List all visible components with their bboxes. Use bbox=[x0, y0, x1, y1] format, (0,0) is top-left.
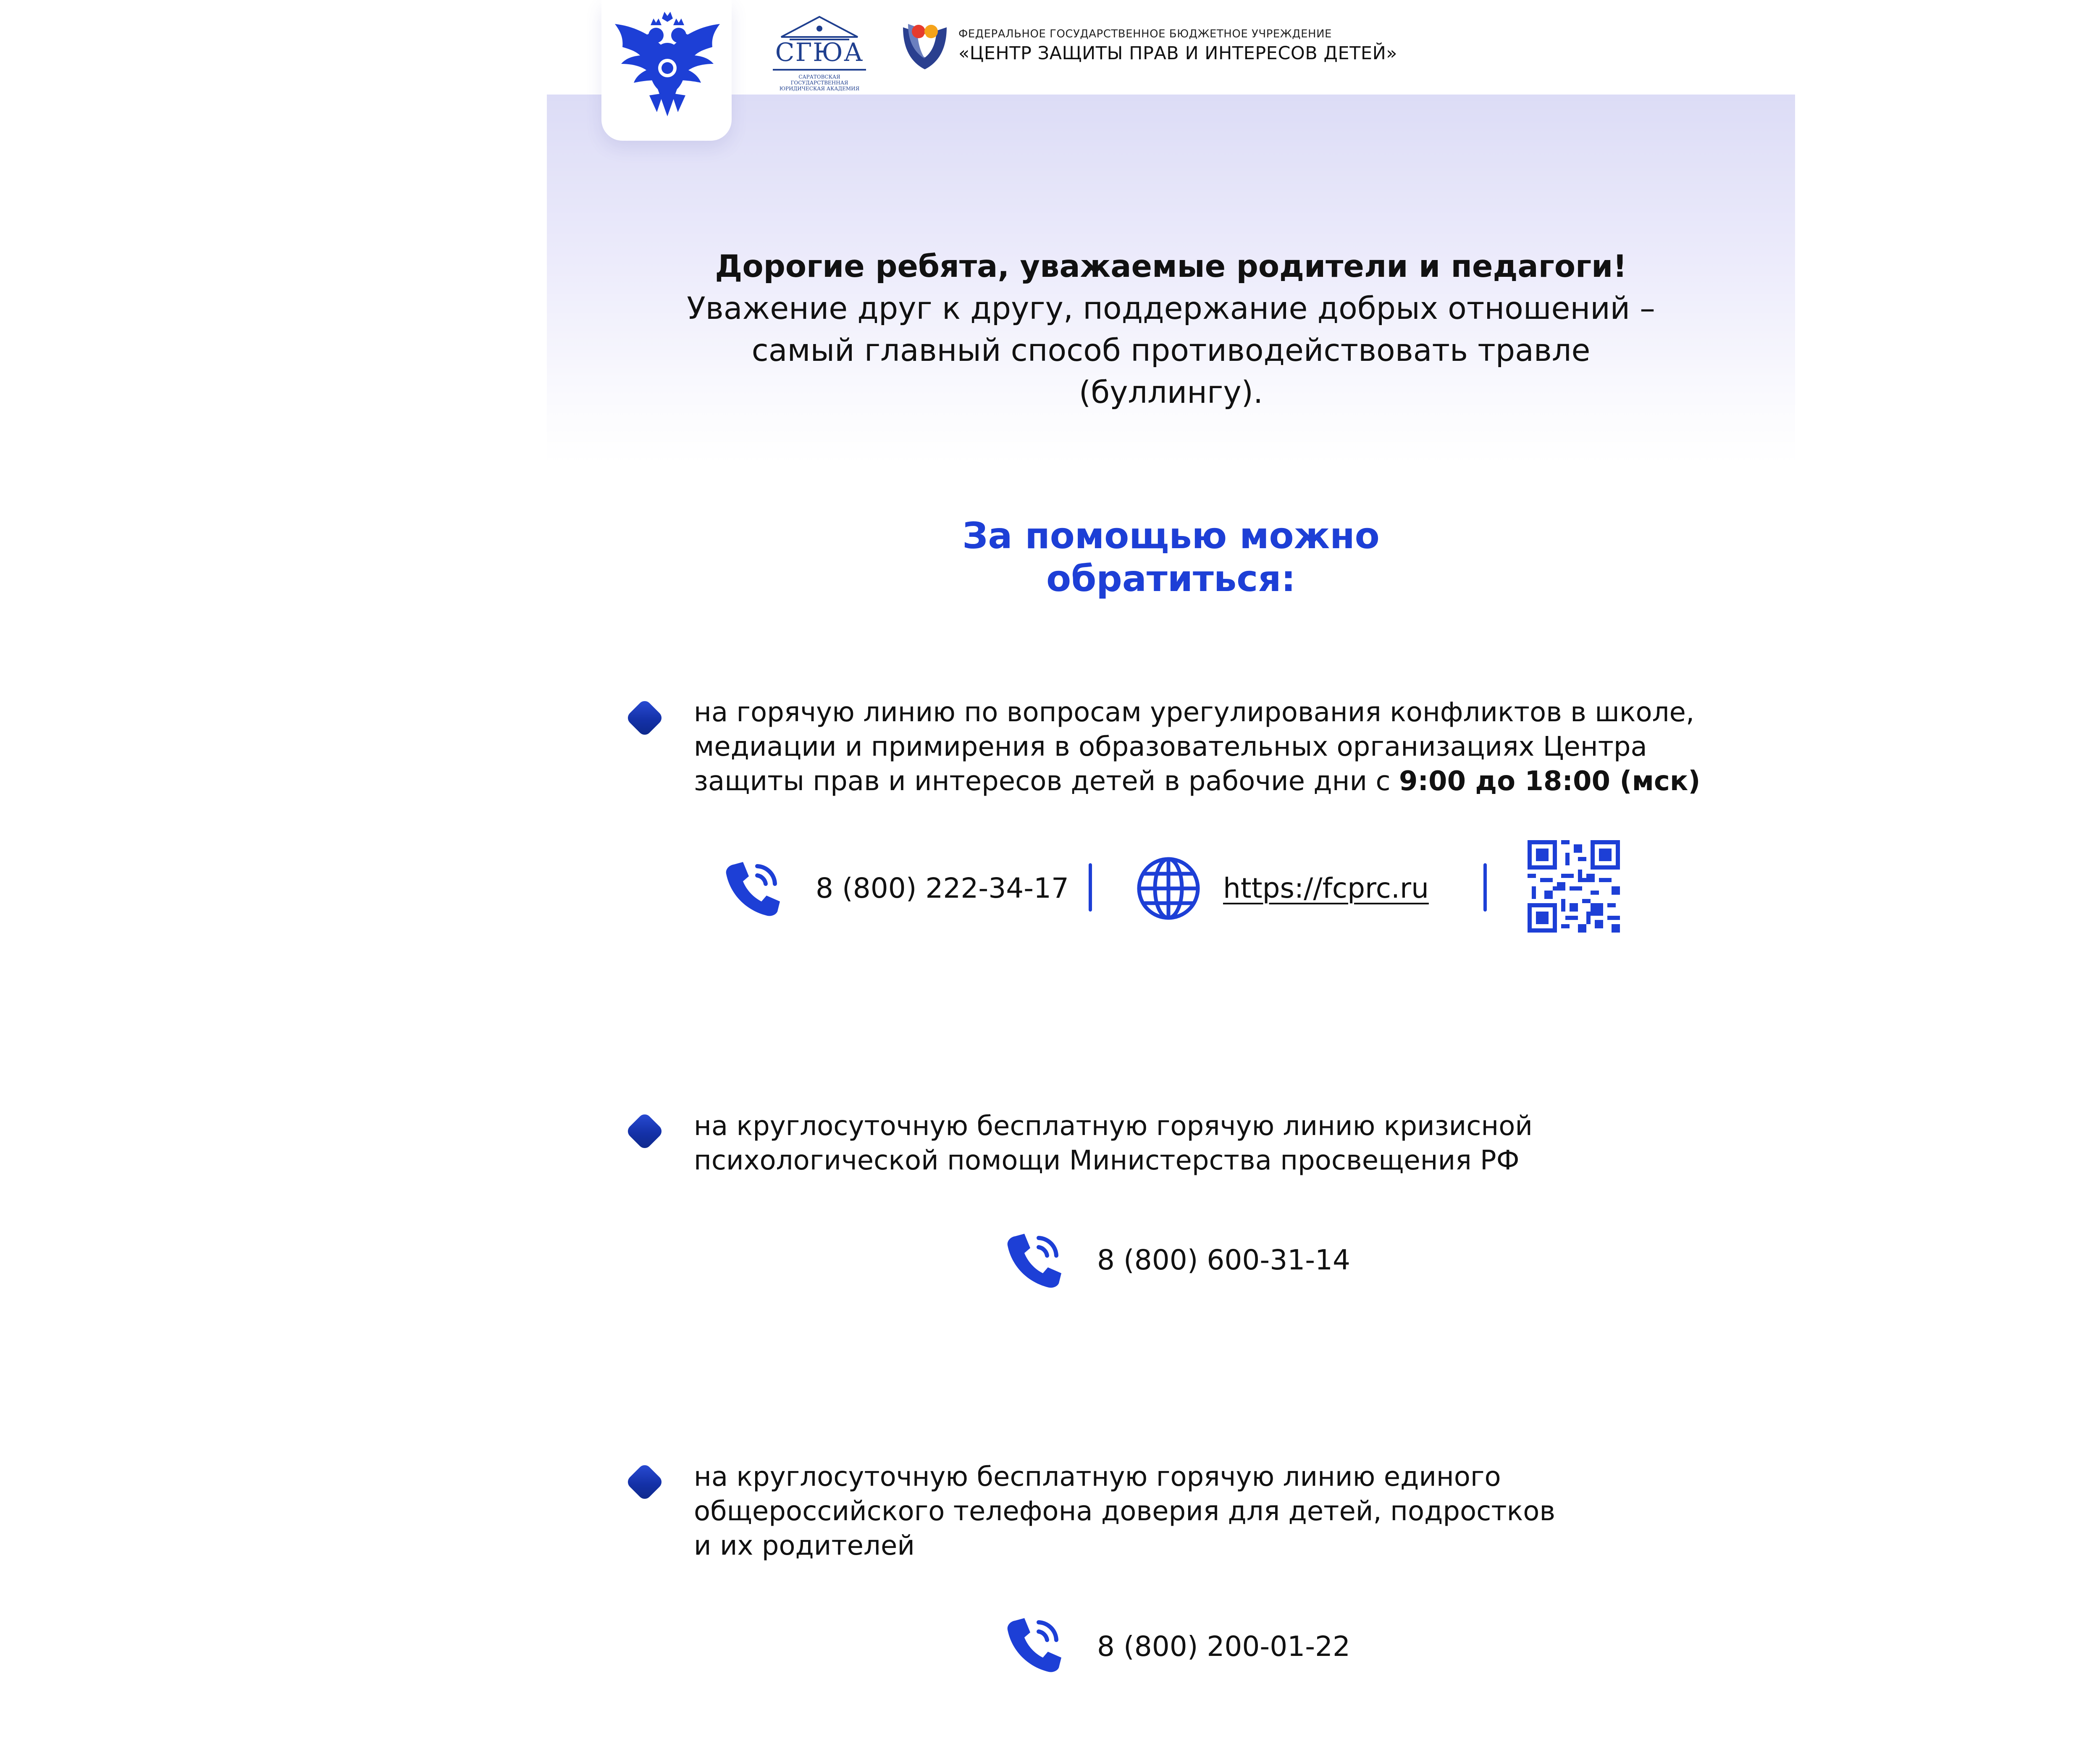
greeting-line: Уважение друг к другу, поддержание добрых отношений – bbox=[687, 291, 1655, 326]
sgua-full-name: САРАТОВСКАЯ ГОСУДАРСТВЕННАЯ ЮРИДИЧЕСКАЯ АКАДЕМИЯ bbox=[779, 74, 860, 92]
phone-number[interactable]: 8 (800) 600-31-14 bbox=[1097, 1244, 1350, 1276]
item-description bbox=[694, 695, 1701, 799]
item-line bbox=[694, 764, 1701, 799]
double-headed-eagle-icon bbox=[611, 9, 724, 123]
building-icon bbox=[773, 12, 866, 41]
help-title-line: За помощью можно bbox=[962, 515, 1380, 557]
item-line-text: защиты прав и интересов детей в рабочие дни с bbox=[694, 766, 1399, 797]
phone-icon bbox=[1003, 1613, 1066, 1676]
help-title bbox=[547, 515, 1795, 600]
help-title-line: обратиться: bbox=[1046, 558, 1296, 600]
diamond-bullet-icon bbox=[625, 698, 664, 737]
fcprc-logo-icon bbox=[900, 19, 950, 71]
item-line: общероссийского телефона доверия для детей, подростков bbox=[694, 1496, 1556, 1527]
divider bbox=[1089, 863, 1092, 912]
phone-icon bbox=[1003, 1229, 1066, 1292]
greeting-line: самый главный способ противодействовать травле bbox=[751, 333, 1591, 368]
diamond-bullet-icon bbox=[625, 1111, 664, 1151]
phone-number[interactable]: 8 (800) 222-34-17 bbox=[816, 872, 1069, 904]
greeting bbox=[547, 246, 1795, 414]
phone-number[interactable]: 8 (800) 200-01-22 bbox=[1097, 1630, 1350, 1663]
item-description bbox=[694, 1109, 1533, 1178]
sgua-abbreviation: СГЮА bbox=[773, 38, 866, 71]
website-link[interactable]: https://fcprc.ru bbox=[1223, 872, 1429, 904]
phone-icon bbox=[721, 857, 784, 920]
fcprc-org-name: «ЦЕНТР ЗАЩИТЫ ПРАВ И ИНТЕРЕСОВ ДЕТЕЙ» bbox=[958, 43, 1398, 64]
item-line: на круглосуточную бесплатную горячую линию единого bbox=[694, 1461, 1501, 1492]
sgua-logo bbox=[773, 12, 866, 92]
item-line: медиации и примирения в образовательных организациях Центра bbox=[694, 731, 1647, 762]
item-line: психологической помощи Министерства просвещения РФ bbox=[694, 1145, 1520, 1176]
fcprc-org-type: ФЕДЕРАЛЬНОЕ ГОСУДАРСТВЕННОЕ БЮДЖЕТНОЕ УЧРЕЖДЕНИЕ bbox=[958, 28, 1332, 40]
item-line: на горячую линию по вопросам урегулирования конфликтов в школе, bbox=[694, 697, 1695, 728]
poster bbox=[547, 0, 1795, 1750]
working-hours: 9:00 до 18:00 (мск) bbox=[1399, 766, 1701, 797]
divider bbox=[1483, 863, 1487, 912]
greeting-line: (буллингу). bbox=[1079, 375, 1263, 410]
qr-code-icon[interactable] bbox=[1528, 840, 1620, 933]
item-description bbox=[694, 1460, 1555, 1563]
diamond-bullet-icon bbox=[625, 1462, 664, 1501]
item-line: на круглосуточную бесплатную горячую линию кризисной bbox=[694, 1111, 1533, 1142]
item-line: и их родителей bbox=[694, 1530, 915, 1561]
greeting-title: Дорогие ребята, уважаемые родители и педагоги! bbox=[715, 249, 1627, 284]
globe-icon bbox=[1135, 855, 1202, 922]
